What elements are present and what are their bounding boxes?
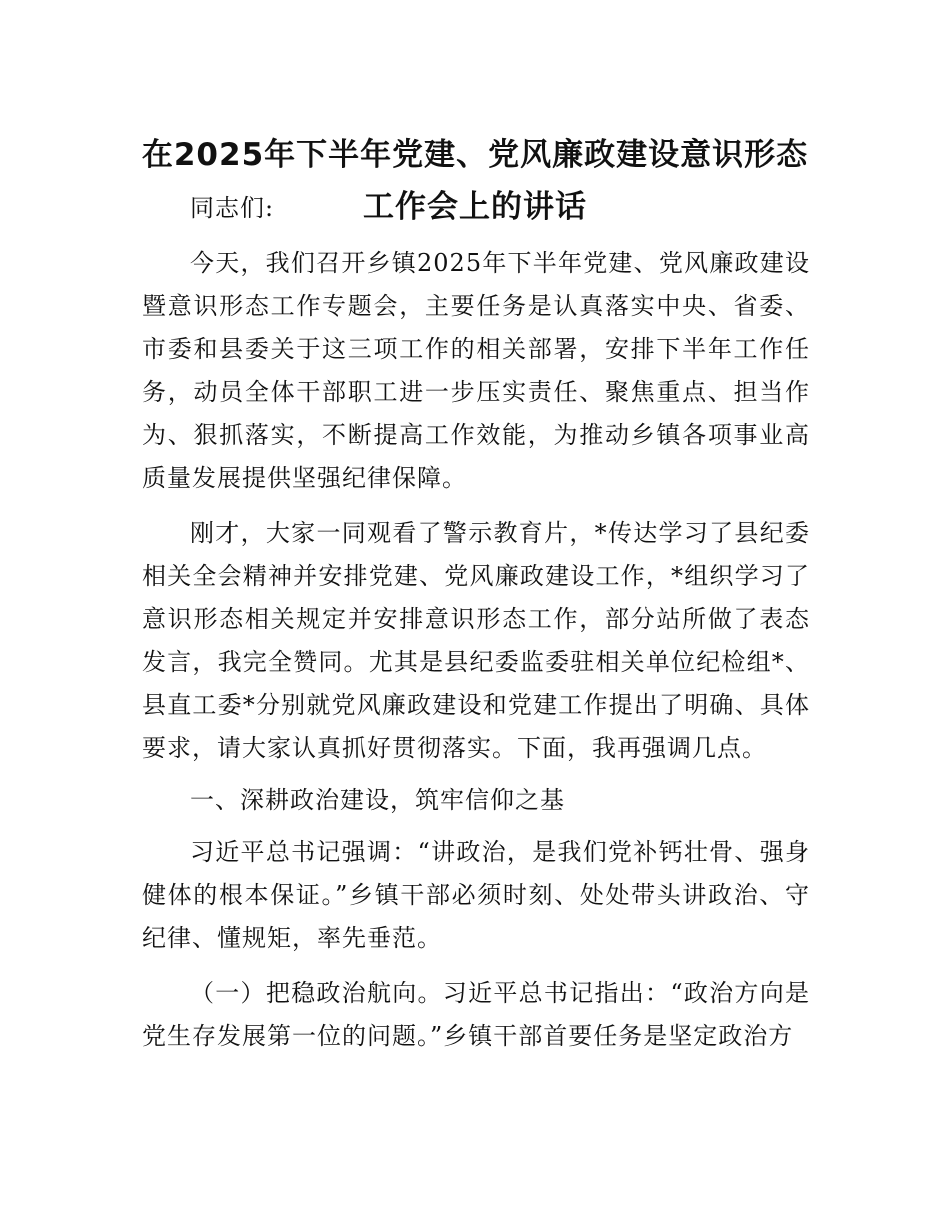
paragraph-review: 刚才，大家一同观看了警示教育片，*传达学习了县纪委相关全会精神并安排党建、党风廉政建设工作，*组织学习了意识形态相关规定并安排意识形态工作，部分站所做了表态发言，我完全赞同。尤其是县纪委监委驻相关单位纪检组*、县直工委*分别就党风廉政建设和党建工作提出了明确、具体要求，请大家认真抓好贯彻落实。下面，我再强调几点。 <box>142 519 810 762</box>
salutation: 同志们: <box>190 194 275 222</box>
section-paragraph-2: （一）把稳政治航向。习近平总书记指出：“政治方向是党生存发展第一位的问题。”乡镇干部首要任务是坚定政治方 <box>142 979 810 1050</box>
paragraph-opening: 今天，我们召开乡镇2025年下半年党建、党风廉政建设暨意识形态工作专题会，主要任务是认真落实中央、省委、市委和县委关于这三项工作的相关部署，安排下半年工作任务，动员全体干部职工进一步压实责任、聚焦重点、担当作为、狠抓落实，不断提高工作效能，为推动乡镇各项事业高质量发展提供坚强纪律保障。 <box>142 249 810 492</box>
document-body <box>142 187 810 1058</box>
section-heading: 一、深耕政治建设，筑牢信仰之基 <box>190 786 565 814</box>
title-line-1: 在2025年下半年党建、党风廉政建设意识形态 <box>141 136 809 173</box>
section-paragraph-1: 习近平总书记强调：“讲政治，是我们党补钙壮骨、强身健体的根本保证。”乡镇干部必须时刻、处处带头讲政治、守纪律、懂规矩，率先垂范。 <box>142 838 810 952</box>
title-line-2: 工作会上的讲话 <box>363 188 587 225</box>
